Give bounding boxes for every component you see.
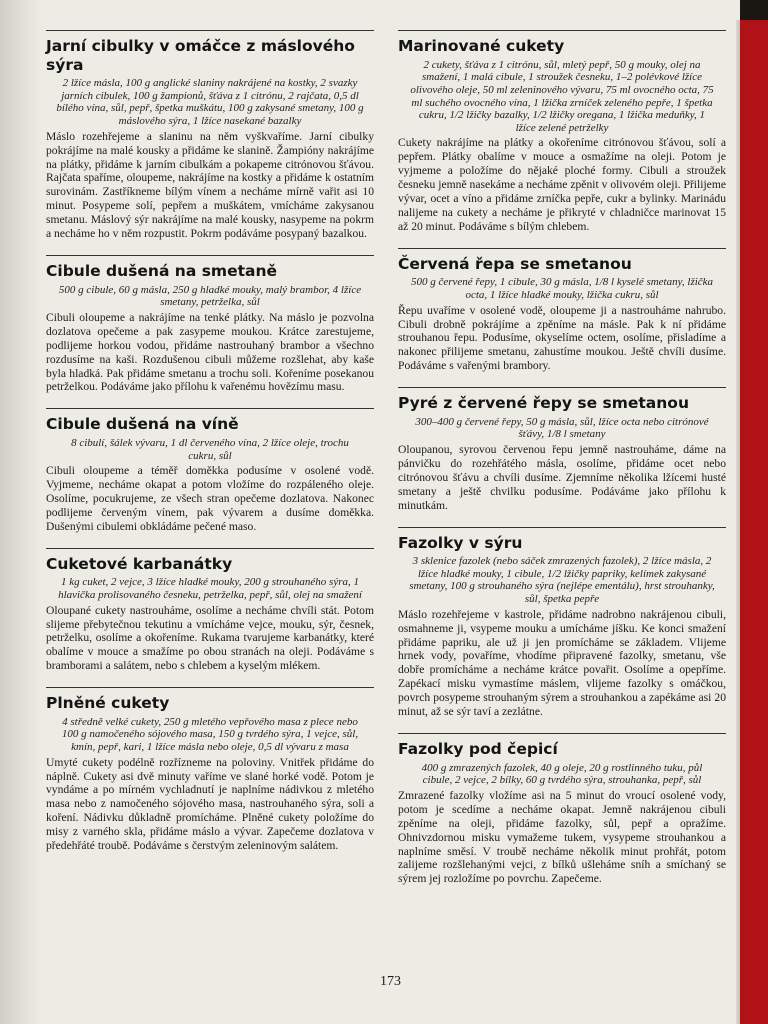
recipe-ingredients: 500 g cibule, 60 g másla, 250 g hladké mouky, malý brambor, 4 lžíce smetany, petrželka, sůl (58, 283, 362, 309)
recipe-body: Umyté cukety podélně rozřízneme na poloviny. Vnitřek přidáme do náplně. Cukety asi dvě minuty vaříme ve slané horké vodě. Potom je vyndáme a po mírném vychladnutí je naplníme nádivkou z mletého masa nebo z namočeného sójového masa, nastrouhaného sýra, soli a koření. Nádivku důkladně promícháme. Plněné cukety položíme do misy z varného skla, přidáme máslo a vývar. Zapečeme dozlatova v předehřáté troubě. Podáváme s čerstvým zeleninovým salátem. (46, 755, 374, 853)
recipe-title: Cuketové karbanátky (46, 554, 233, 573)
recipe-body: Zmrazené fazolky vložíme asi na 5 minut do vroucí osolené vody, potom je scedíme a necháme okapat. Jemně nakrájenou cibuli zpěníme na oleji, přidáme fazolky, sůl, pepř a opražíme. Ohnivzdornou misku vymažeme tukem, vysypeme strouhankou a naplníme směsí. V troubě necháme několik minut prohřát, potom zalijeme rozšlehanými vejci, z bílků ušleháme sníh a smíchaný se sýrem jej rozložíme po povrchu. Zapečeme. (398, 788, 726, 886)
recipe-body: Cibuli oloupeme a téměř doměkka podusíme v osolené vodě. Vyjmeme, necháme okapat a potom vložíme do rozpáleného oleje. Osolíme, pocukrujeme, ze všech stran opečeme dozlatova. Nakonec podlijeme červeným vínem, pak vývarem a dusíme doměkka. Dušenými cibulemi obkládáme pečené maso. (46, 464, 374, 533)
recipe-ingredients: 400 g zmrazených fazolek, 40 g oleje, 20 g rostlinného tuku, půl cibule, 2 vejce, 2 bílky, 60 g tvrdého sýra, strouhanka, pepř, sůl (421, 761, 703, 787)
page-gutter (0, 0, 40, 1024)
recipe (398, 248, 726, 373)
recipe (398, 733, 726, 886)
recipe-ingredients: 3 sklenice fazolek (nebo sáček zmrazených fazolek), 2 lžíce másla, 2 lžíce hladké mouky, 1 cibule, 1/2 lžičky papriky, kelímek zakysané smetany, 100 g strouhaného sýra (nejlépe ementálu), hrst strouhanky, sůl, špetka pepře (409, 555, 715, 606)
recipe-ingredients: 2 lžíce másla, 100 g anglické slaniny nakrájené na kostky, 2 svazky jarních cibulek, 100 g žampionů, šťáva z 1 citrónu, 2 rajčata, 0,5 dl bílého vína, sůl, pepř, špetka muškátu, 100 g zakysané smetany, 100 g máslového sýra, 1 lžíce nasekané bazalky (56, 77, 364, 128)
page-number: 173 (380, 974, 401, 989)
recipe (398, 387, 726, 512)
recipe-body: Oloupané cukety nastrouháme, osolíme a necháme chvíli stát. Potom slijeme přebytečnou tekutinu a vmícháme vejce, mouku, sýr, česnek, petrželku, osolíme a okořeníme. Rukama tvarujeme karbanátky, které obalíme v mouce a smažíme po obou stranách na oleji. Podáváme s bramborami a salátem, nebo s chlebem a kyselým mlékem. (46, 603, 374, 673)
left-column (46, 30, 374, 867)
recipe-body: Cukety nakrájíme na plátky a okořeníme citrónovou šťávou, solí a pepřem. Plátky obalíme v mouce a osmažíme na oleji. Potom je vyjmeme a položíme do nějaké ploché formy. Cibuli a stroužek česneku jemně nasekáme a necháme zpěnit v olivovém oleji. Přilijeme vývar, ocet a víno a přidáme zrníčka pepře, cukr a bylinky. Marinádu nalijeme na cukety a necháme je přikryté v chladničce marinovat 15 až 20 minut. Podáváme s bílým chlebem. (398, 136, 726, 233)
right-column (398, 30, 726, 900)
recipe (46, 255, 374, 394)
recipe-title: Fazolky v sýru (398, 533, 523, 552)
recipe-ingredients: 4 středně velké cukety, 250 g mletého vepřového masa z plece nebo 100 g namočeného sójového masa, 150 g tvrdého sýra, 1 vejce, sůl, kmín, pepř, kari, 1 lžíce másla nebo oleje, 0,5 dl vývaru z masa (61, 715, 359, 753)
recipe-ingredients: 500 g červené řepy, 1 cibule, 30 g másla, 1/8 l kyselé smetany, lžička octa, 1 lžíce hladké mouky, lžička cukru, sůl (410, 276, 714, 302)
recipe-body: Cibuli oloupeme a nakrájíme na tenké plátky. Na máslo je pozvolna dozlatova opečeme a pak zasypeme moukou. Krátce zarestujeme, podlijeme horkou vodou, přidáme nastrouhaný brambor a všechno rozdusíme na kaši. Rozdušenou cibuli můžeme rozšlehat, aby kaše byla hladká. Pak přidáme smetanu a trochu soli. Kořeníme posekanou petrželkou. Podáváme jako přílohu k vařenému hovězímu masu. (46, 310, 374, 394)
recipe-ingredients: 300–400 g červené řepy, 50 g másla, sůl, lžíce octa nebo citrónové šťávy, 1/8 l smetany (415, 415, 709, 441)
recipe-body: Máslo rozehřejeme a slaninu na něm vyškvaříme. Jarní cibulky pokrájíme na malé kousky a přidáme ke slanině. Žampióny nakrájíme na plátky, přidáme k jarním cibulkám a pokapeme citrónovou šťávou. Rajčata spaříme, oloupeme, nakrájíme na kostky a přidáme k ostatním surovinám. Zastříkneme bílým vínem a necháme mírně vařit asi 10 minut. Posypeme solí, pepřem a muškátem, vmícháme zakysanou smetanu. Máslový sýr nakrájíme na malé kousky, nasypeme na pokrm a necháme ho v něm rozpustit. Pokrm podáváme posypaný bazalkou. (46, 129, 374, 241)
recipe-title: Jarní cibulky v omáčce z máslového sýra (46, 37, 355, 74)
recipe (398, 527, 726, 719)
recipe (398, 30, 726, 234)
recipe (46, 408, 374, 533)
recipe-title: Plněné cukety (46, 694, 170, 713)
recipe-ingredients: 1 kg cuket, 2 vejce, 3 lžíce hladké mouky, 200 g strouhaného sýra, 1 hlavička prolisovaného česneku, petrželka, pepř, sůl, olej na smažení (58, 576, 362, 601)
recipe (46, 548, 374, 673)
recipe-title: Pyré z červené řepy se smetanou (398, 394, 689, 413)
recipe-title: Marinované cukety (398, 37, 565, 55)
recipe-ingredients: 2 cukety, šťáva z 1 citrónu, sůl, mletý pepř, 50 g mouky, olej na smažení, 1 malá cibule, 1 stroužek česneku, 1–2 polévkové lžíce olivového oleje, 50 ml zeleninového vývaru, 75 ml ovocného octa, 75 ml suchého ovocného vína, 1 lžička zrníček zeleného pepře, 1 špetka cukru, 1/2 lžičky bazalky, 1/2 lžičky oregana, 1 lžička meduňky, 1 lžíce zelené petrželky (410, 58, 714, 134)
recipe-title: Červená řepa se smetanou (398, 254, 632, 273)
recipe-title: Cibule dušená na víně (46, 415, 239, 434)
book-cover-edge (740, 20, 768, 1024)
recipe-body: Máslo rozehřejeme v kastrole, přidáme nadrobno nakrájenou cibuli, osmahneme ji, vsypeme mouku a umícháme jíšku. Ke konci smažení přidáme papriku, ale už ji jen promícháme se základem. Vlijeme hrnek vody, povaříme, vhodíme připravené fazolky, smetanu, vše dobře promícháme a necháme krátce povařit. Osolíme a opepříme. Zapékací misku vymastíme máslem, vlijeme fazolky s omáčkou, povrch posypeme strouhaným sýrem a strouhankou a zapékáme asi 20 minut, až se sýr taví a zezlátne. (398, 607, 726, 719)
recipe (46, 687, 374, 853)
recipe-title: Cibule dušená na smetaně (46, 262, 277, 280)
recipe-title: Fazolky pod čepicí (398, 740, 558, 758)
recipe-body: Řepu uvaříme v osolené vodě, oloupeme ji a nastrouháme nahrubo. Cibuli drobně pokrájíme a zpěníme na másle. Pak k ní přidáme strouhanou řepu. Podusíme, okyselíme octem, osolíme, přisladíme a nakonec přilijeme smetanu, zahustíme moukou. Ještě chvíli dusíme. Podáváme s vařenými brambory. (398, 303, 726, 373)
recipe (46, 30, 374, 241)
recipe-body: Oloupanou, syrovou červenou řepu jemně nastrouháme, dáme na pánvičku do rozehřátého másla, osolíme, přidáme ocet nebo citrónovou šťávu a chvíli dusíme. Zjemníme několika lžícemi husté smetany a ještě chvilku podusíme. Podáváme jako přílohu k minutkám. (398, 443, 726, 512)
recipe-ingredients: 8 cibulí, šálek vývaru, 1 dl červeného vína, 2 lžíce oleje, trochu cukru, sůl (71, 436, 349, 462)
